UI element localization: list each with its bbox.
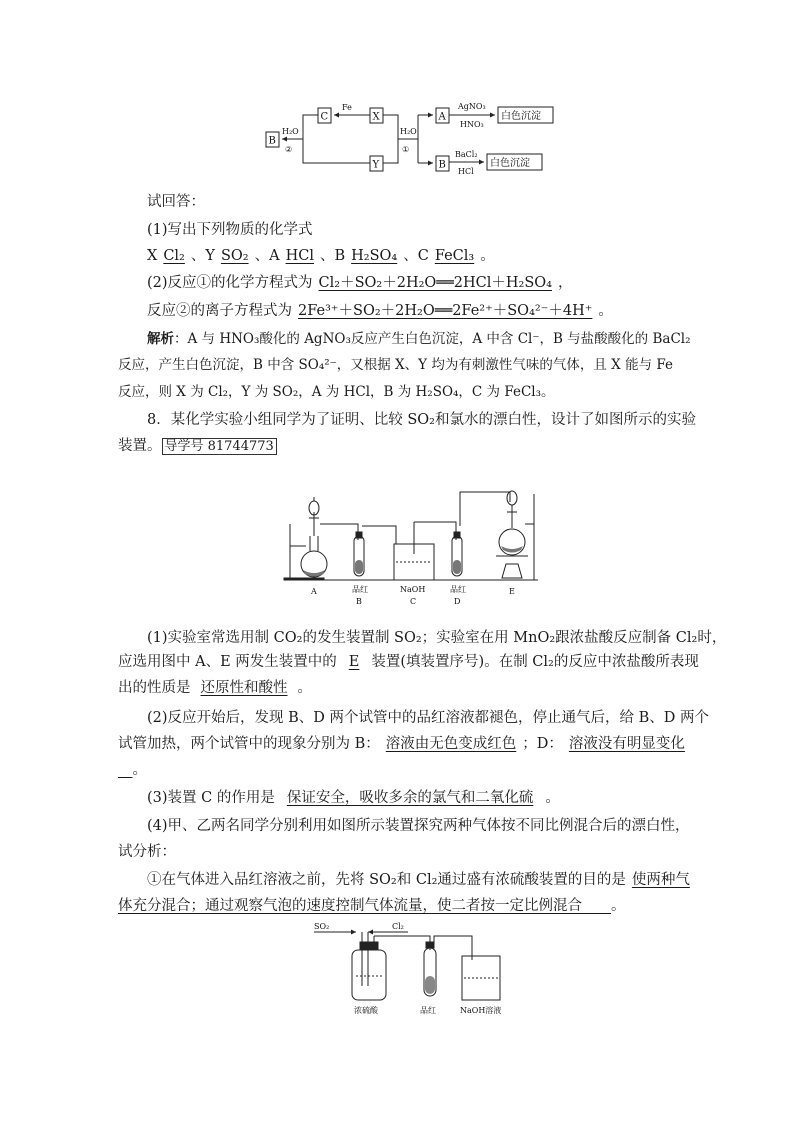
box-b-left-text: B xyxy=(268,135,276,147)
q8-s2-line2 xyxy=(118,734,691,754)
q8-s4a-lead: ①在气体进入品红溶液之前，先将 SO₂和 Cl₂通过盛有浓硫酸装置的目的是 xyxy=(147,872,626,888)
box-c-text: C xyxy=(320,111,329,123)
label-conc-h2so4: 浓硫酸 xyxy=(354,1006,378,1015)
label-pinhong: 品红 xyxy=(420,1006,436,1015)
answer-b-phenomenon: 溶液由无色变成红色 xyxy=(385,736,517,752)
reaction1-equation: Cl₂＋SO₂＋2H₂O══2HCl＋H₂SO₄ xyxy=(318,275,552,291)
q8-s2-line1: (2)反应开始后，发现 B、D 两个试管中的品红溶液都褪色，停止通气后，给 B、D 两个 xyxy=(147,710,710,726)
q8-s4-line2: 试分析： xyxy=(118,844,176,860)
answer-d-phenomenon: 溶液没有明显变化 xyxy=(568,736,685,752)
answer-device-e: E xyxy=(348,654,360,670)
white-ppt-1-text: 白色沉淀 xyxy=(501,111,541,122)
answer-c: FeCl₃ xyxy=(434,248,475,264)
bacl2-label: BaCl₂ xyxy=(455,150,478,159)
white-ppt-2-text: 白色沉淀 xyxy=(490,158,530,169)
box-y-text: Y xyxy=(372,159,380,171)
q7-part3: 反应②的离子方程式为 2Fe³⁺＋SO₂＋2H₂O══2Fe²⁺＋SO₄²⁻＋4H⁺ 。 xyxy=(147,303,613,319)
reaction2-equation: 2Fe³⁺＋SO₂＋2H₂O══2Fe²⁺＋SO₄²⁻＋4H⁺ xyxy=(298,303,593,319)
q8-s1-line3-lead: 出的性质是 xyxy=(118,680,191,696)
q8-s1-line2 xyxy=(118,652,699,672)
guide-number-link[interactable]: 导学号 81744773 xyxy=(162,438,277,455)
label-c: C xyxy=(410,597,417,606)
q8-s1-line2-lead: 应选用图中 A、E 两发生装置中的 xyxy=(118,654,337,670)
answer-x: Cl₂ xyxy=(163,248,185,264)
q8-s4-line1: (4)甲、乙两名同学分别利用如图所示装置探究两种气体按不同比例混合后的漂白性， xyxy=(147,818,690,834)
analysis-label: 解析 xyxy=(147,331,174,347)
label-so2: SO₂ xyxy=(314,922,330,931)
answer-b: H₂SO₄ xyxy=(351,248,398,264)
circle1-label: ① xyxy=(402,145,410,154)
q8-stem-2 xyxy=(118,436,277,457)
box-x-text: X xyxy=(372,111,380,123)
circle2-label: ② xyxy=(285,145,293,154)
flow-diagram xyxy=(260,96,560,180)
answer-y: SO₂ xyxy=(220,248,249,264)
q8-s1-line3: 出的性质是 还原性和酸性 。 xyxy=(118,680,312,696)
label-a: A xyxy=(311,587,317,596)
label-e: E xyxy=(509,587,515,596)
answer-device-c-role: 保证安全，吸收多余的氯气和二氧化硫 xyxy=(286,790,534,806)
q7-prompt: 试回答： xyxy=(147,194,205,210)
q8-s1-line1: (1)实验室常选用制 CO₂的发生装置制 SO₂；实验室在用 MnO₂跟浓盐酸反应制备 Cl₂时， xyxy=(147,630,727,646)
box-a-text: A xyxy=(438,111,446,123)
q7-part1: (1)写出下列物质的化学式 xyxy=(147,222,313,238)
q7-part2-lead: (2)反应①的化学方程式为 xyxy=(147,275,313,291)
q8-s4a-line2: 体充分混合；通过观察气泡的速度控制气体流量，使二者按一定比例混合 。 xyxy=(118,898,626,914)
answer-hcl-property: 还原性和酸性 xyxy=(200,680,288,696)
label-naoh-solution: NaOH溶液 xyxy=(460,1006,502,1015)
box-b-right-text: B xyxy=(438,159,446,171)
q8-s4a-line1 xyxy=(147,870,696,890)
hno3-label: HNO₃ xyxy=(460,120,484,129)
analysis-text-1: ：A 与 HNO₃酸化的 AgNO₃反应产生白色沉淀，A 中含 Cl⁻，B 与盐酸酸化的 BaCl₂ xyxy=(174,331,691,347)
q8-s2-line2-lead: 试管加热，两个试管中的现象分别为 B： xyxy=(118,736,380,752)
h2o-left-label: H₂O xyxy=(282,127,299,136)
fe-label: Fe xyxy=(342,103,352,112)
label-d: D xyxy=(454,597,461,606)
hcl-label: HCl xyxy=(458,167,474,176)
analysis-line-1 xyxy=(147,329,691,349)
q8-s3: (3)装置 C 的作用是 保证安全，吸收多余的氯气和二氧化硫 。 xyxy=(147,790,560,806)
answer-purpose-part1: 使两种气 xyxy=(631,872,690,888)
analysis-line-2: 反应，产生白色沉淀，B 中含 SO₄²⁻，又根据 X、Y 均为有刺激性气味的气体，且 X 能与 Fe xyxy=(118,357,673,373)
label-b-name: 品红 xyxy=(352,585,368,594)
label-b: B xyxy=(356,597,362,606)
q8-stem-1: 8．某化学实验小组同学为了证明、比较 SO₂和氯水的漂白性，设计了如图所示的实验 xyxy=(147,412,696,428)
answer-a: HCl xyxy=(285,248,314,264)
apparatus-diagram xyxy=(276,484,546,612)
mixing-apparatus-diagram xyxy=(312,920,512,1020)
q8-s2-mid: ；D： xyxy=(522,736,563,752)
q7-part3-lead: 反应②的离子方程式为 xyxy=(147,303,292,319)
q8-s2-line3: 。 xyxy=(132,762,147,778)
q8-stem-2-text: 装置。 xyxy=(118,438,162,454)
label-cl2: Cl₂ xyxy=(392,922,404,931)
q7-formula-line: X Cl₂ 、Y SO₂ 、A HCl 、B H₂SO₄ 、C FeCl₃ 。 xyxy=(147,248,495,264)
label-d-name: 品红 xyxy=(450,585,466,594)
label-c-name: NaOH xyxy=(400,585,426,594)
answer-purpose-part2: 体充分混合；通过观察气泡的速度控制气体流量，使二者按一定比例混合 xyxy=(118,898,582,914)
q8-s3-lead: (3)装置 C 的作用是 xyxy=(147,790,275,806)
analysis-line-3: 反应，则 X 为 Cl₂，Y 为 SO₂，A 为 HCl，B 为 H₂SO₄，C 为 FeCl₃。 xyxy=(118,384,555,400)
agno3-label: AgNO₃ xyxy=(458,102,486,111)
q7-part2: (2)反应①的化学方程式为 Cl₂＋SO₂＋2H₂O══2HCl＋H₂SO₄ ， xyxy=(147,275,573,291)
h2o-right-label: H₂O xyxy=(400,127,417,136)
q8-s1-line2-tail: 装置(填装置序号)。在制 Cl₂的反应中浓盐酸所表现 xyxy=(371,654,699,670)
